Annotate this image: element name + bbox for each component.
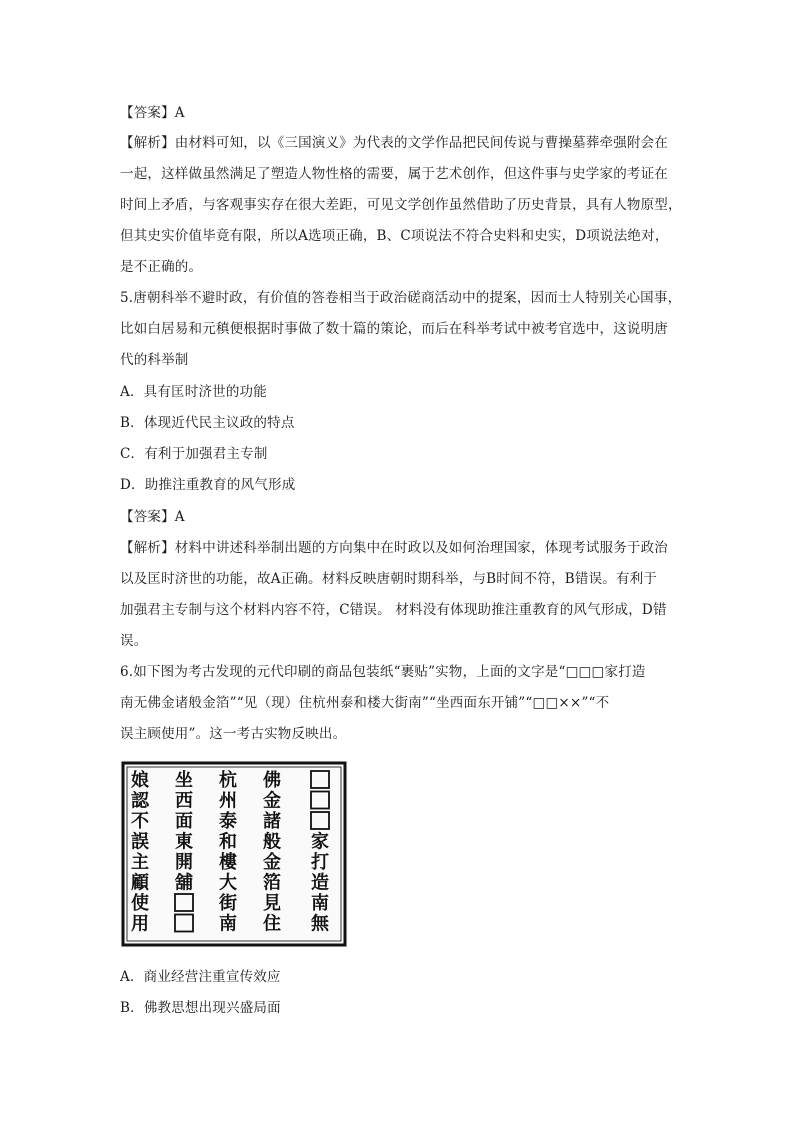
q5-option-c: C．有利于加强君主专制 <box>120 446 268 462</box>
seal-char: 大 <box>219 872 237 894</box>
seal-char: 南 <box>311 893 329 914</box>
seal-char: 使 <box>131 893 149 914</box>
seal-char: 和 <box>219 831 237 853</box>
seal-char: 打 <box>311 852 329 873</box>
q4-answer: 【答案】A <box>120 105 185 121</box>
seal-char: 見 <box>263 893 281 914</box>
seal-char: 用 <box>131 913 149 935</box>
seal-char: 坐 <box>175 770 193 791</box>
q5-option-a: A．具有匡时济世的功能 <box>120 384 267 400</box>
q4-analysis-line: 时间上矛盾，与客观事实存在很大差距，可见文学创作虽然借助了历史背景，具有人物原型， <box>120 197 682 213</box>
q5-option-b: B．体现近代民主议政的特点 <box>120 415 295 431</box>
q5-analysis-line: 误。 <box>120 633 148 649</box>
q5-analysis-line: 【解析】材料中讲述科举制出题的方向集中在时政以及如何治理国家，体现考试服务于政治 <box>120 540 668 556</box>
seal-char: 佛 <box>263 770 281 791</box>
q4-analysis-line: 【解析】由材料可知，以《三国演义》为代表的文学作品把民间传说与曹操墓葬牵强附会在 <box>120 135 668 151</box>
q4-analysis-line: 但其史实价值毕竟有限，所以A选项正确，B、C项说法不符合史料和史实，D项说法绝对， <box>120 228 669 244</box>
seal-char: 般 <box>263 831 281 853</box>
seal-char: 誤 <box>131 831 149 853</box>
seal-char: 無 <box>311 913 329 935</box>
seal-char: 南 <box>219 913 237 935</box>
q5-stem-line: 代的科举制 <box>120 352 189 368</box>
q4-analysis-line: 是不正确的。 <box>120 259 203 275</box>
q5-option-d: D．助推注重教育的风气形成 <box>120 477 296 493</box>
seal-char: 西 <box>175 790 193 812</box>
seal-char: 不 <box>131 811 149 832</box>
seal-char: 樓 <box>219 852 237 873</box>
seal-char: 金 <box>263 852 281 873</box>
seal-char: 家 <box>311 831 329 853</box>
seal-char: 泰 <box>219 811 237 832</box>
wrapping-paper-image <box>120 760 348 948</box>
q5-stem-line: 比如白居易和元稹便根据时事做了数十篇的策论，而后在科举考试中被考官选中，这说明唐 <box>120 321 668 337</box>
seal-char: 開 <box>175 852 193 873</box>
seal-char: 認 <box>131 790 149 812</box>
seal-char: 諸 <box>263 811 281 832</box>
q6-option-b: B．佛教思想出现兴盛局面 <box>120 1000 281 1016</box>
q5-answer: 【答案】A <box>120 509 185 525</box>
seal-char: 舖 <box>175 872 193 894</box>
seal-char: 造 <box>311 872 329 894</box>
seal-char: 州 <box>219 790 237 812</box>
q6-stem-line: 6.如下图为考古发现的元代印刷的商品包装纸“裹贴”实物，上面的文字是“□□□家打造 <box>120 664 646 680</box>
wrapping-paper-figure <box>120 760 348 948</box>
seal-char: 面 <box>175 811 193 832</box>
seal-char: 住 <box>263 913 281 935</box>
q6-option-a: A．商业经营注重宣传效应 <box>120 969 281 985</box>
seal-char: 箔 <box>263 872 281 894</box>
seal-char: 娘 <box>131 770 149 791</box>
q5-analysis-line: 加强君主专制与这个材料内容不符，C错误。 材料没有体现助推注重教育的风气形成，D错 <box>120 602 667 618</box>
q6-stem-line: 误主顾使用”。这一考古实物反映出。 <box>120 726 347 742</box>
q5-stem-line: 5.唐朝科举不避时政，有价值的答卷相当于政治磋商活动中的提案，因而士人特别关心国事， <box>120 290 682 306</box>
seal-char: 金 <box>263 790 281 812</box>
seal-char: 主 <box>131 852 149 873</box>
seal-char: 杭 <box>219 770 237 791</box>
q4-analysis-line: 一起，这样做虽然满足了塑造人物性格的需要，属于艺术创作，但这件事与史学家的考证在 <box>120 166 668 182</box>
seal-char: 東 <box>175 831 193 853</box>
seal-char: 街 <box>219 893 237 914</box>
q6-stem-line: 南无佛金诸般金箔”“见（现）住杭州泰和楼大街南”“坐西面东开铺”“□□××”“不 <box>120 695 610 711</box>
seal-char: 顧 <box>131 872 149 894</box>
q5-analysis-line: 以及匡时济世的功能，故A正确。材料反映唐朝时期科举，与B时间不符，B错误。有利于 <box>120 571 658 587</box>
